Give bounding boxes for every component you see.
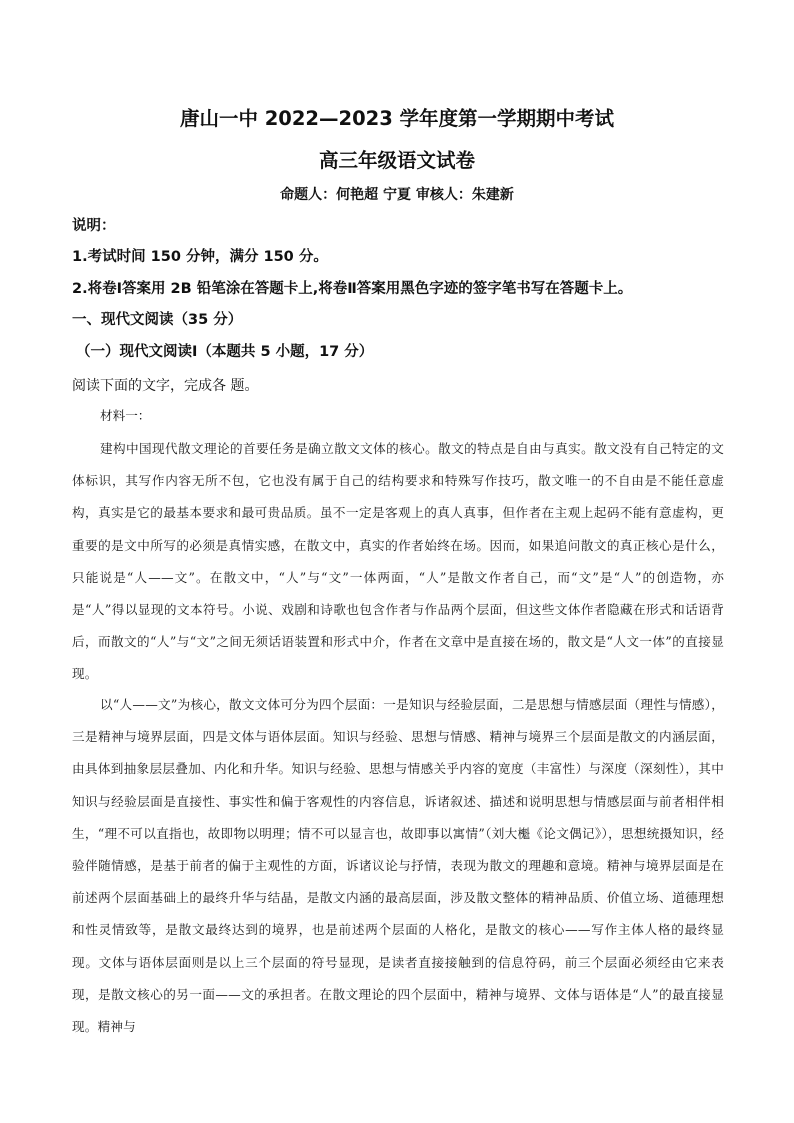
- material-label: 材料一：: [100, 408, 151, 423]
- instruction-item-1: 1.考试时间 150 分钟，满分 150 分。: [72, 249, 328, 265]
- exam-subtitle: 高三年级语文试卷: [318, 149, 475, 172]
- exam-title: 唐山一中 2022—2023 学年度第一学期期中考试: [179, 107, 615, 130]
- read-prompt: 阅读下面的文字，完成各 题。: [72, 378, 259, 394]
- exam-authors: 命题人：何艳超 宁夏 审核人：朱建新: [280, 187, 514, 203]
- instructions-label: 说明：: [72, 218, 116, 234]
- instruction-item-2: 2.将卷Ⅰ答案用 2B 铅笔涂在答题卡上,将卷Ⅱ答案用黑色字迹的签字笔书写在答题卡上。: [72, 281, 633, 297]
- material-paragraph-2: 以“人——文”为核心，散文文体可分为四个层面：一是知识与经验层面，二是思想与情感层面（理性与情感），三是精神与境界层面，四是文体与语体层面。知识与经验、思想与情感、精神与境界三个层面是散文的内涵层面，由具体到抽象层层叠加、内化和升华。知识与经验、思想与情感关乎内容的宽度（丰富性）与深度（深刻性），其中知识与经验层面是直接性、事实性和偏于客观性的内容信息，诉诸叙述、描述和说明思想与情感层面与前者相伴相生，“理不可以直指也，故即物以明理；情不可以显言也，故即事以寓情”（刘大櫆《论文偶记》），思想统摄知识，经验伴随情感，是基于前者的偏于主观性的方面，诉诸议论与抒情，表现为散文的理趣和意境。精神与境界层面是在前述两个层面基础上的最终升华与结晶，是散文内涵的最高层面，涉及散文整体的精神品质、价值立场、道德理想和性灵情致等，是散文最终达到的境界，也是前述两个层面的人格化，是散文的核心——写作主体人格的最终显现。文体与语体层面则是以上三个层面的符号显现，是读者直接接触到的信息符码，前三个层面必须经由它来表现，是散文核心的另一面——文的承担者。在散文理论的四个层面中，精神与境界、文体与语体是“人”的最直接显现。精神与: [72, 697, 724, 1035]
- material-paragraph-1: 建构中国现代散文理论的首要任务是确立散文文体的核心。散文的特点是自由与真实。散文没有自己特定的文体标识，其写作内容无所不包，它也没有属于自己的结构要求和特殊写作技巧，散文唯一的不自由是不能任意虚构，真实是它的最基本要求和最可贵品质。虽不一定是客观上的真人真事，但作者在主观上起码不能有意虚构，更重要的是文中所写的必须是真情实感，在散文中，真实的作者始终在场。因而，如果追问散文的真正核心是什么，只能说是“人——文”。在散文中，“人”与“文”一体两面，“人”是散文作者自己，而“文”是“人”的创造物，亦是“人”得以显现的文本符号。小说、戏剧和诗歌也包含作者与作品两个层面，但这些文体作者隐藏在形式和话语背后，而散文的“人”与“文”之间无须话语装置和形式中介，作者在文章中是直接在场的，散文是“人文一体”的直接显现。: [72, 441, 724, 682]
- section-subtitle: （一）现代文阅读Ⅰ（本题共 5 小题，17 分）: [76, 344, 374, 360]
- section-title: 一、现代文阅读（35 分）: [72, 312, 243, 328]
